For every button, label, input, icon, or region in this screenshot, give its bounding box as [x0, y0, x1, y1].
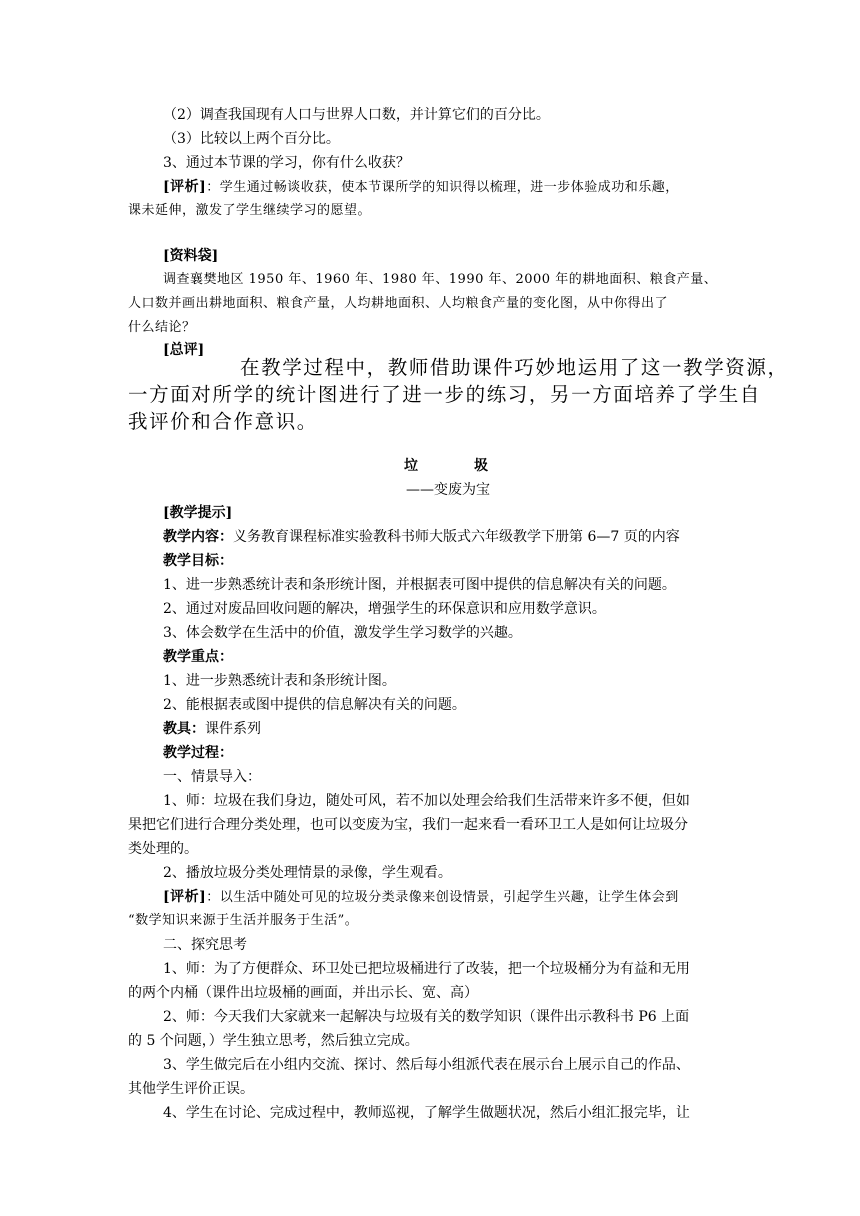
goal-3: 3、体会数学在生活中的价值，激发学生学习数学的兴趣。 — [163, 625, 522, 641]
content-label: 教学内容： — [163, 529, 233, 545]
e2-line-1: 2、师：今天我们大家就来一起解决与垃圾有关的数学知识（课件出示教科书 P6 上面 — [163, 1009, 690, 1025]
lesson-subtitle: ——变废为宝 — [406, 482, 490, 498]
comment-1-label: [评析] — [163, 179, 207, 195]
key-1: 1、进一步熟悉统计表和条形统计图。 — [163, 673, 396, 689]
key-label: 教学重点： — [163, 649, 233, 665]
goal-2: 2、通过对废品回收问题的解决，增强学生的环保意识和应用数学意识。 — [163, 601, 606, 617]
p1-line-1: 1、师：垃圾在我们身边，随处可风，若不加以处理会给我们生活带来许多不便，但如 — [163, 793, 690, 809]
summary-line-1: 在教学过程中，教师借助课件巧妙地运用了这一教学资源， — [240, 356, 789, 379]
goals-label: 教学目标： — [163, 553, 233, 569]
summary-line-2: 一方面对所学的统计图进行了进一步的练习，另一方面培养了学生自 — [128, 383, 762, 406]
comment-1-line-1 — [163, 177, 679, 198]
tools-line — [163, 719, 261, 739]
comment-2-line-2: “数学知识来源于生活并服务于生活”。 — [128, 913, 359, 928]
lesson-title-char-2: 圾 — [474, 458, 488, 474]
resource-label: [资料袋] — [163, 248, 219, 264]
tools-text: 课件系列 — [205, 721, 261, 737]
resource-line-3: 什么结论？ — [128, 320, 196, 335]
summary-label: [总评] — [163, 342, 205, 358]
content-text: 义务教育课程标准实验教科书师大版式六年级教学下册第 6—7 页的内容 — [233, 529, 680, 545]
item-3: 3、通过本节课的学习，你有什么收获？ — [163, 155, 410, 171]
p2: 2、播放垃圾分类处理情景的录像，学生观看。 — [163, 865, 452, 881]
e3-line-1: 3、学生做完后在小组内交流、探讨、然后每小组派代表在展示台上展示自己的作品、 — [163, 1057, 690, 1073]
question-3: （3）比较以上两个百分比。 — [163, 131, 340, 147]
e3-line-2: 其他学生评价正误。 — [128, 1081, 254, 1097]
section-2-heading: 二、探究思考 — [163, 937, 247, 953]
tools-label: 教具： — [163, 721, 205, 737]
e4-line-1: 4、学生在讨论、完成过程中，教师巡视，了解学生做题状况，然后小组汇报完毕，让 — [163, 1105, 690, 1121]
p1-line-3: 类处理的。 — [128, 841, 198, 857]
e1-line-2: 的两个内桶（课件出垃圾桶的画面，并出示长、宽、高） — [128, 985, 478, 1001]
comment-1-text: ：学生通过畅谈收获，使本节课所学的知识得以梳理，进一步体验成功和乐趣， — [206, 180, 679, 195]
goal-1: 1、进一步熟悉统计表和条形统计图，并根据表可图中提供的信息解决有关的问题。 — [163, 577, 676, 593]
lesson-title-char-1: 垃 — [404, 458, 418, 474]
section-1-heading: 一、情景导入： — [163, 769, 261, 785]
key-2: 2、能根据表或图中提供的信息解决有关的问题。 — [163, 697, 466, 713]
summary-line-3: 我评价和合作意识。 — [128, 410, 318, 433]
question-2: （2）调查我国现有人口与世界人口数，并计算它们的百分比。 — [163, 107, 550, 123]
resource-line-1: 调查襄樊地区 1950 年、1960 年、1980 年、1990 年、2000 年的耕地面积、粮食产量、 — [163, 272, 718, 287]
process-label: 教学过程： — [163, 745, 233, 761]
comment-2-text: ：以生活中随处可见的垃圾分类录像来创设情景，引起学生兴趣，让学生体会到 — [206, 890, 679, 905]
comment-2-line-1 — [163, 887, 679, 908]
content-line — [163, 527, 680, 547]
resource-line-2: 人口数并画出耕地面积、粮食产量，人均耕地面积、人均粮食产量的变化图，从中你得出了 — [128, 296, 669, 311]
p1-line-2: 果把它们进行合理分类处理，也可以变废为宝，我们一起来看一看环卫工人是如何让垃圾分 — [128, 817, 688, 833]
e2-line-2: 的 5 个问题，）学生独立思考，然后独立完成。 — [128, 1033, 419, 1049]
tips-label: [教学提示] — [163, 505, 233, 521]
comment-1-line-2: 课未延伸，激发了学生继续学习的愿望。 — [128, 203, 372, 218]
comment-2-label: [评析] — [163, 889, 207, 905]
e1-line-1: 1、师：为了方便群众、环卫处已把垃圾桶进行了改装，把一个垃圾桶分为有益和无用 — [163, 961, 690, 977]
